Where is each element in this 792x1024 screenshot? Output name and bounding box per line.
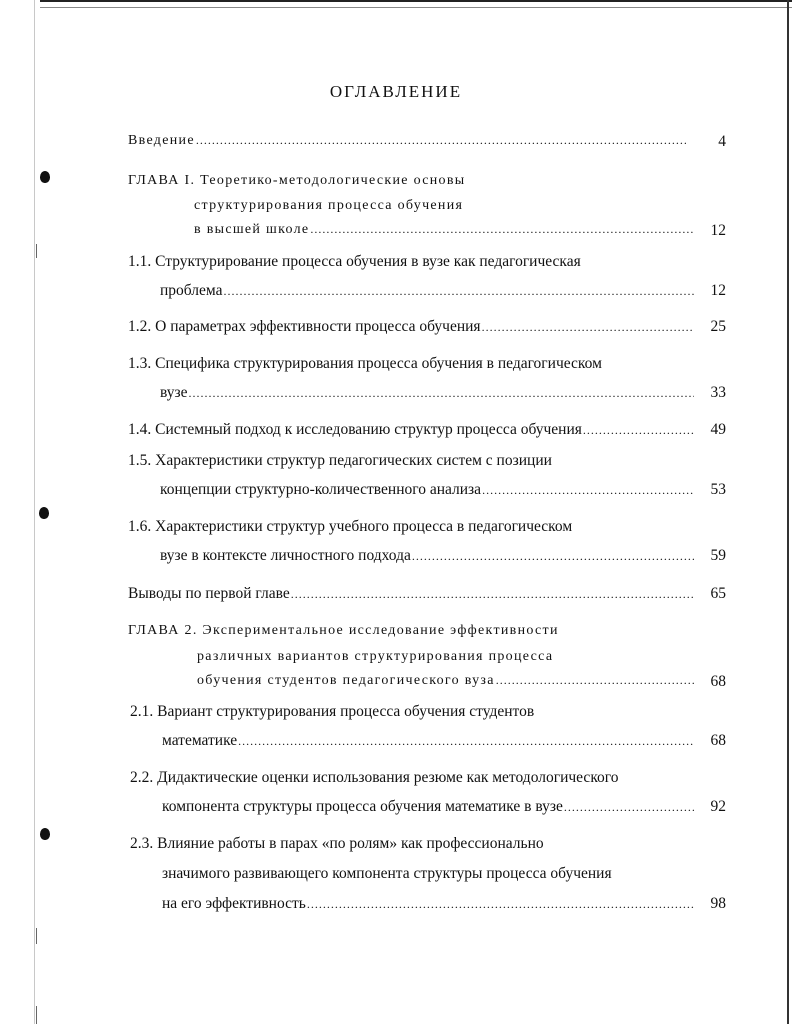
toc-entry-1-1-cont [160,282,694,302]
toc-entry-2-3-end [162,895,694,915]
toc-page-number: 68 [710,673,726,690]
toc-entry-label: 1.2. О параметрах эффективности процесса обучения [128,318,481,335]
toc-entry-label: 1.4. Системный подход к исследованию структур процесса обучения [128,421,582,438]
toc-entry-label: компонента структуры процесса обучения математике в вузе [162,798,563,815]
scan-mark [36,928,37,944]
toc-page-number: 33 [710,384,726,401]
toc-entry-2-2-cont [162,798,694,818]
toc-leader-dots [482,483,694,498]
page-title: ОГЛАВЛЕНИЕ [329,82,463,101]
scan-edge-right [787,0,789,1024]
binding-hole-mark [40,171,50,183]
toc-leader-dots [412,549,694,564]
toc-entry-label: вузе [160,384,188,401]
toc-leader-dots [196,133,686,148]
binding-hole-mark [40,828,50,840]
toc-leader-dots [189,386,694,401]
toc-leader-dots [310,222,694,237]
binding-hole-mark [39,507,49,519]
toc-entry-1-5-cont [160,481,694,501]
toc-entry-2-2: 2.2. Дидактические оценки использования резюме как методологического [130,769,619,786]
scan-edge-top [40,0,792,2]
scan-edge-left [34,0,35,1024]
toc-entry-2-3: 2.3. Влияние работы в парах «по ролям» как профессионально [130,835,544,852]
toc-page-number: 53 [710,481,726,498]
toc-entry-chapter-2 [197,673,694,693]
toc-page-number: 49 [710,421,726,438]
toc-entry-1-4 [128,421,694,441]
toc-leader-dots [238,734,694,749]
toc-leader-dots [307,897,694,912]
toc-entry-label: математике [162,732,238,749]
toc-page-number: 98 [710,895,726,912]
toc-page-number: 92 [710,798,726,815]
chapter-2-heading: ГЛАВА 2. Экспериментальное исследование эффективности [128,623,559,638]
chapter-1-heading: ГЛАВА I. Теоретико-методологические основы [128,173,466,188]
chapter-2-heading-cont: различных вариантов структурирования процесса [197,649,554,664]
toc-page-number: 68 [710,732,726,749]
toc-entry-label: на его эффективность [162,895,306,912]
toc-entry-1-5: 1.5. Характеристики структур педагогических систем с позиции [128,452,552,469]
toc-entry-1-6: 1.6. Характеристики структур учебного процесса в педагогическом [128,518,573,535]
toc-page-number: 65 [710,585,726,602]
toc-leader-dots [482,320,694,335]
chapter-1-heading-end: в высшей школе [194,222,310,237]
chapter-2-heading-end: обучения студентов педагогического вуза [197,673,495,688]
toc-entry-label: проблема [160,282,223,299]
toc-entry-chapter-1 [194,222,694,242]
toc-entry-conclusions-1 [128,585,694,605]
chapter-1-heading-cont: структурирования процесса обучения [194,198,464,213]
toc-entry-label: Введение [128,133,195,148]
toc-page-number: 12 [710,222,726,239]
toc-leader-dots [583,423,694,438]
toc-entry-1-3-cont [160,384,694,404]
toc-entry-1-2 [128,318,694,338]
toc-page-number: 4 [718,133,726,150]
toc-leader-dots [496,673,694,688]
toc-entry-2-1-cont [162,732,694,752]
toc-entry-intro [128,133,686,153]
toc-leader-dots [224,284,695,299]
toc-entry-1-3: 1.3. Специфика структурирования процесса обучения в педагогическом [128,355,602,372]
scan-mark [36,1006,37,1024]
toc-page-number: 25 [710,318,726,335]
scan-mark [36,244,37,258]
toc-entry-label: вузе в контексте личностного подхода [160,547,411,564]
toc-entry-label: Выводы по первой главе [128,585,290,602]
toc-entry-2-1: 2.1. Вариант структурирования процесса обучения студентов [130,703,535,720]
toc-entry-label: концепции структурно-количественного анализа [160,481,482,498]
toc-leader-dots [291,587,694,602]
toc-entry-2-3-cont: значимого развивающего компонента структуры процесса обучения [162,865,612,882]
toc-leader-dots [564,800,694,815]
toc-entry-1-1: 1.1. Структурирование процесса обучения в вузе как педагогическая [128,253,581,270]
scan-edge-top-inner [40,7,792,8]
toc-page-number: 12 [710,282,726,299]
toc-page-number: 59 [710,547,726,564]
toc-entry-1-6-cont [160,547,694,567]
